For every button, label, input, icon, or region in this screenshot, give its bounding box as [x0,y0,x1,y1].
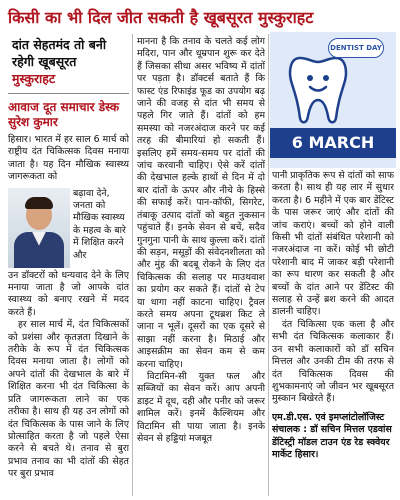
doctor-credit: एम.डी.एस. एवं इमप्लांटोलॉजिस्ट संचालक : डॉ सचिन मित्तल एडवांस डेंटिस्ट्री मॉडल टाउन एंड रेड स्क्वेयर मार्केट हिसार। [272,411,392,460]
poster-date: 6 MARCH [270,128,396,158]
deck [8,30,129,94]
column-2 [137,30,265,500]
paragraph: दंत चिकित्सा एक कला है और सभी दंत चिकित्सक कलाकार हैं। उन सभी कलाकारों को डॉ सचिन मित्तल और उनकी टीम की तरफ से दंत चिकित्सक दिवस की शुभकामनाएं जो जीवन भर खूबसूरत मुस्कान बिखेरते हैं। [272,318,394,405]
text-beside-photo: बढ़ावा देने, जनता को मौखिक स्वास्थ्य के महत्व के बारे में शिक्षित करने और [73,187,126,261]
byline [8,100,129,130]
deck-line-2: मुस्कुराहट [12,71,56,86]
column-3 [272,170,394,500]
text-after-photo: उन डॉक्टरों को धन्यवाद देने के लिए मनाया जाता है जो आपके दांत स्वास्थ्य को बनाए रखने में मदद करते हैं। [8,269,129,318]
byline-author: सुरेश कुमार [8,115,58,129]
byline-desk: आवाज दूत समाचार डेस्क [8,100,120,114]
tooth-icon [288,52,348,126]
paragraph: मानना है कि तनाव के चलते कई लोग मदिरा, पान और धूम्रपान शुरू कर देते हैं जिसका सीधा असर भविष्य में दांतों पर पड़ता है। डॉक्टर्स बताते हैं कि फास्ट एंड रिफाइंड फूड का उपयोग बढ़ जाने की वजह से दांत भी समय से पहले गिर जाते हैं। दांतों को हम समस्या को नजरअंदाज करने पर कई तरह की बीमारियां हो सकती हैं। इसलिए हमें समय-समय पर दांतों की जांच करवानी चाहिए। ऐसे करें दांतों की देखभाल हल्के हाथों से दिन में दो बार दांतों के ऊपर और नीचे के हिस्से की सफाई करें। पान-कॉफी, सिगरेट, तंबाकू उत्पाद दांतों को बहुत नुकसान पहुंचाते हैं। इनके सेवन से बचें, सदैव गुनगुना पानी के साथ कुल्ला करें। दांतों की सड़न, मसूड़ों की संवेदनशीलता को और मुंह की बदबू रोकने के लिए दंत चिकित्सक की सलाह पर माउथवाश का प्रयोग कर सकते हैं। दांतों से टेप या धागा नहीं काटना चाहिए। ट्रैवल करते समय अपना टूथब्रश किट ले जाना न भूलें। दूसरों का एक दूसरे से साझा नहीं करना है। मिठाई और आइसक्रीम का सेवन कम से कम करना चाहिए। [137,36,265,370]
paragraph: विटामिन-सी युक्त फल और सब्जियों का सेवन करें। आप अपनी डाइट में दूध, दही और पनीर को जरूर शामिल करें। इनमें कैल्शियम और विटामिन सी पाया जाता है। इनके सेवन से हड्डियां मजबूत [137,370,265,444]
dentist-day-poster [270,32,396,168]
headline: किसी का भी दिल जीत सकती है खूबसूरत मुस्कुराहट [8,8,314,27]
column-1 [8,30,129,500]
column-rule [268,34,269,496]
paragraph: पानी प्राकृतिक रूप से दांतों को साफ करता है। साथ ही यह लार में सुधार करता है। 6 महीने में एक बार डेंटिस्ट के पास जरूर जाएं और दांतों की जांच कराएं। बच्चों को होने वाली किसी भी दांतों संबंधित परेशानी को नजरअंदाज ना करें। कोई भी छोटी परेशानी बाद में जाकर बड़ी परेशानी का रूप धारण कर सकती है और बच्चों के दांत आने पर डेंटिस्ट की सलाह से उन्हें ब्रश करने की आदत डालनी चाहिए। [272,170,394,318]
column-rule [132,34,133,496]
photo-row [8,188,129,268]
author-photo [8,188,70,268]
dentist-day-tag: DENTIST DAY [328,38,384,58]
paragraph: हर साल मार्च में, दंत चिकित्सकों को प्रशंसा और कृतज्ञता दिखाने के तरीके के रूप में दंत चिकित्सक दिवस मनाया जाता है। लोगों को अपने दांतों की देखभाल के बारे में शिक्षित करना भी दंत चिकित्सा के प्रति जागरूकता लाने का एक तरीका है। साथ ही यह उन लोगों को दंत चिकित्सक के पास जाने के लिए प्रोत्साहित करता है जो पहले ऐसा करने से बचते थे। तनाव से बुरा प्रभाव तनाव का भी दांतों की सेहत पर बुरा प्रभाव [8,319,129,480]
intro-paragraph: हिसार। भारत में हर साल 6 मार्च को राष्ट्रीय दंत चिकित्सक दिवस मनाया जाता है। यह दिन मौखिक स्वास्थ्य जागरूकता को [8,134,129,183]
deck-line-1: दांत सेहतमंद तो बनी रहेगी खूबसूरत [12,37,107,69]
